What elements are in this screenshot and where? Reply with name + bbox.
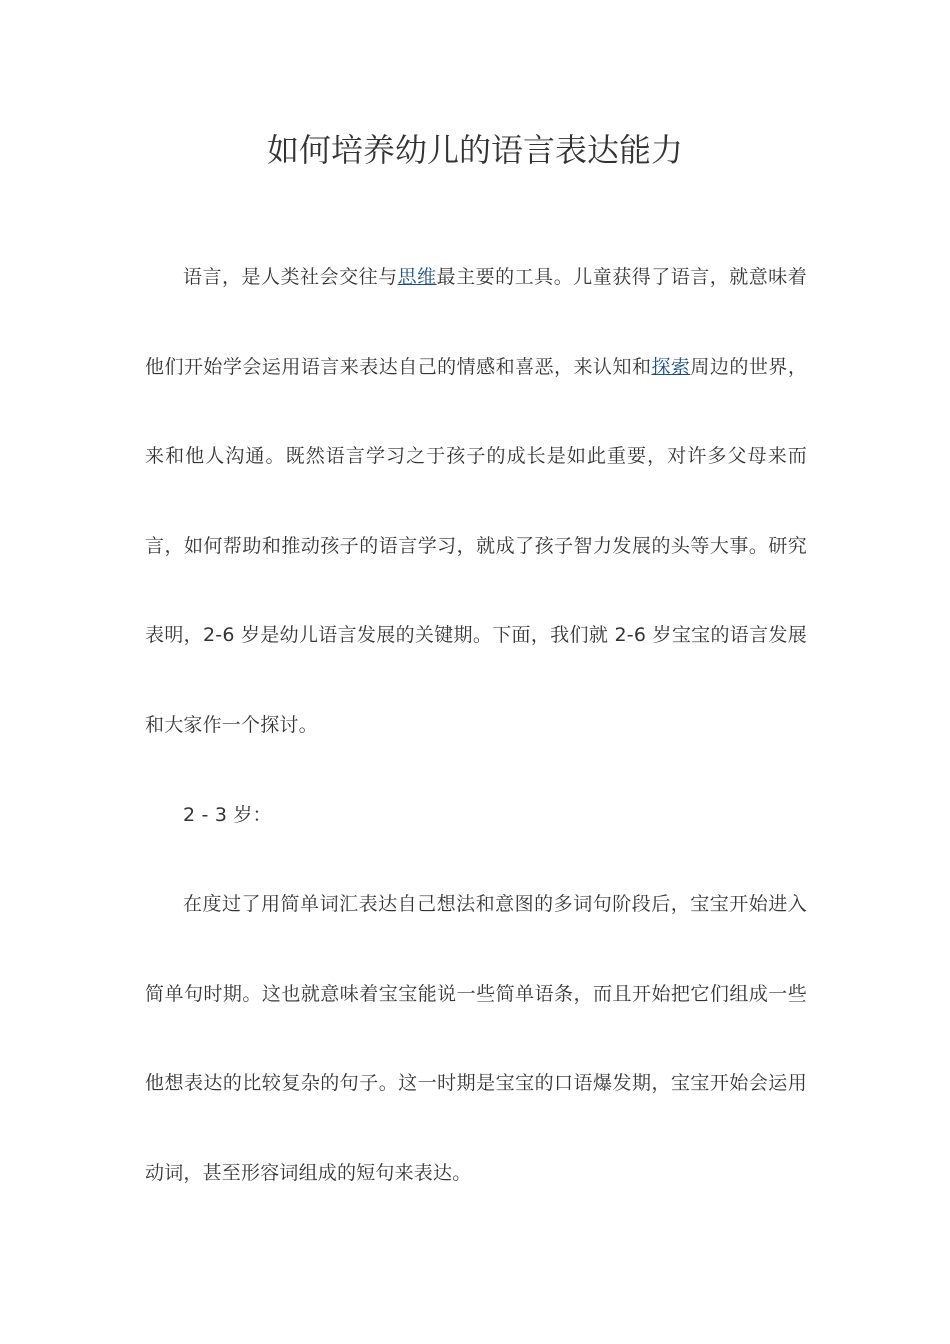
intro-text-part3: 周边的世界，来和他人沟通。既然语言学习之于孩子的成长是如此重要，对许多父母来而言，如何帮助和推动孩子的语言学习，就成了孩子智力发展的头等大事。研究表明，2-6 岁是幼儿语言发展的关键期。下面，我们就 2-6 岁宝宝的语言发展和大家作一个探讨。	[145, 355, 808, 736]
section-heading: 2 - 3 岁：	[183, 803, 272, 826]
intro-text-part1: 语言，是人类社会交往与	[183, 266, 398, 288]
document-body	[145, 233, 807, 1219]
intro-paragraph	[145, 233, 807, 771]
link-tansuo[interactable]: 探索	[651, 355, 691, 378]
intro-text-part2: 最主要的工具。儿童获得了语言，就意味着他们开始学会运用语言来表达自己的情感和喜恶，来认知和	[145, 266, 808, 378]
link-siwei[interactable]: 思维	[397, 266, 437, 288]
document-title: 如何培养幼儿的语言表达能力	[266, 131, 683, 169]
section-paragraph: 在度过了用简单词汇表达自己想法和意图的多词句阶段后，宝宝开始进入简单句时期。这也就意味着宝宝能说一些简单语条，而且开始把它们组成一些他想表达的比较复杂的句子。这一时期是宝宝的口语爆发期，宝宝开始会运用动词，甚至形容词组成的短句来表达。	[145, 893, 807, 1184]
